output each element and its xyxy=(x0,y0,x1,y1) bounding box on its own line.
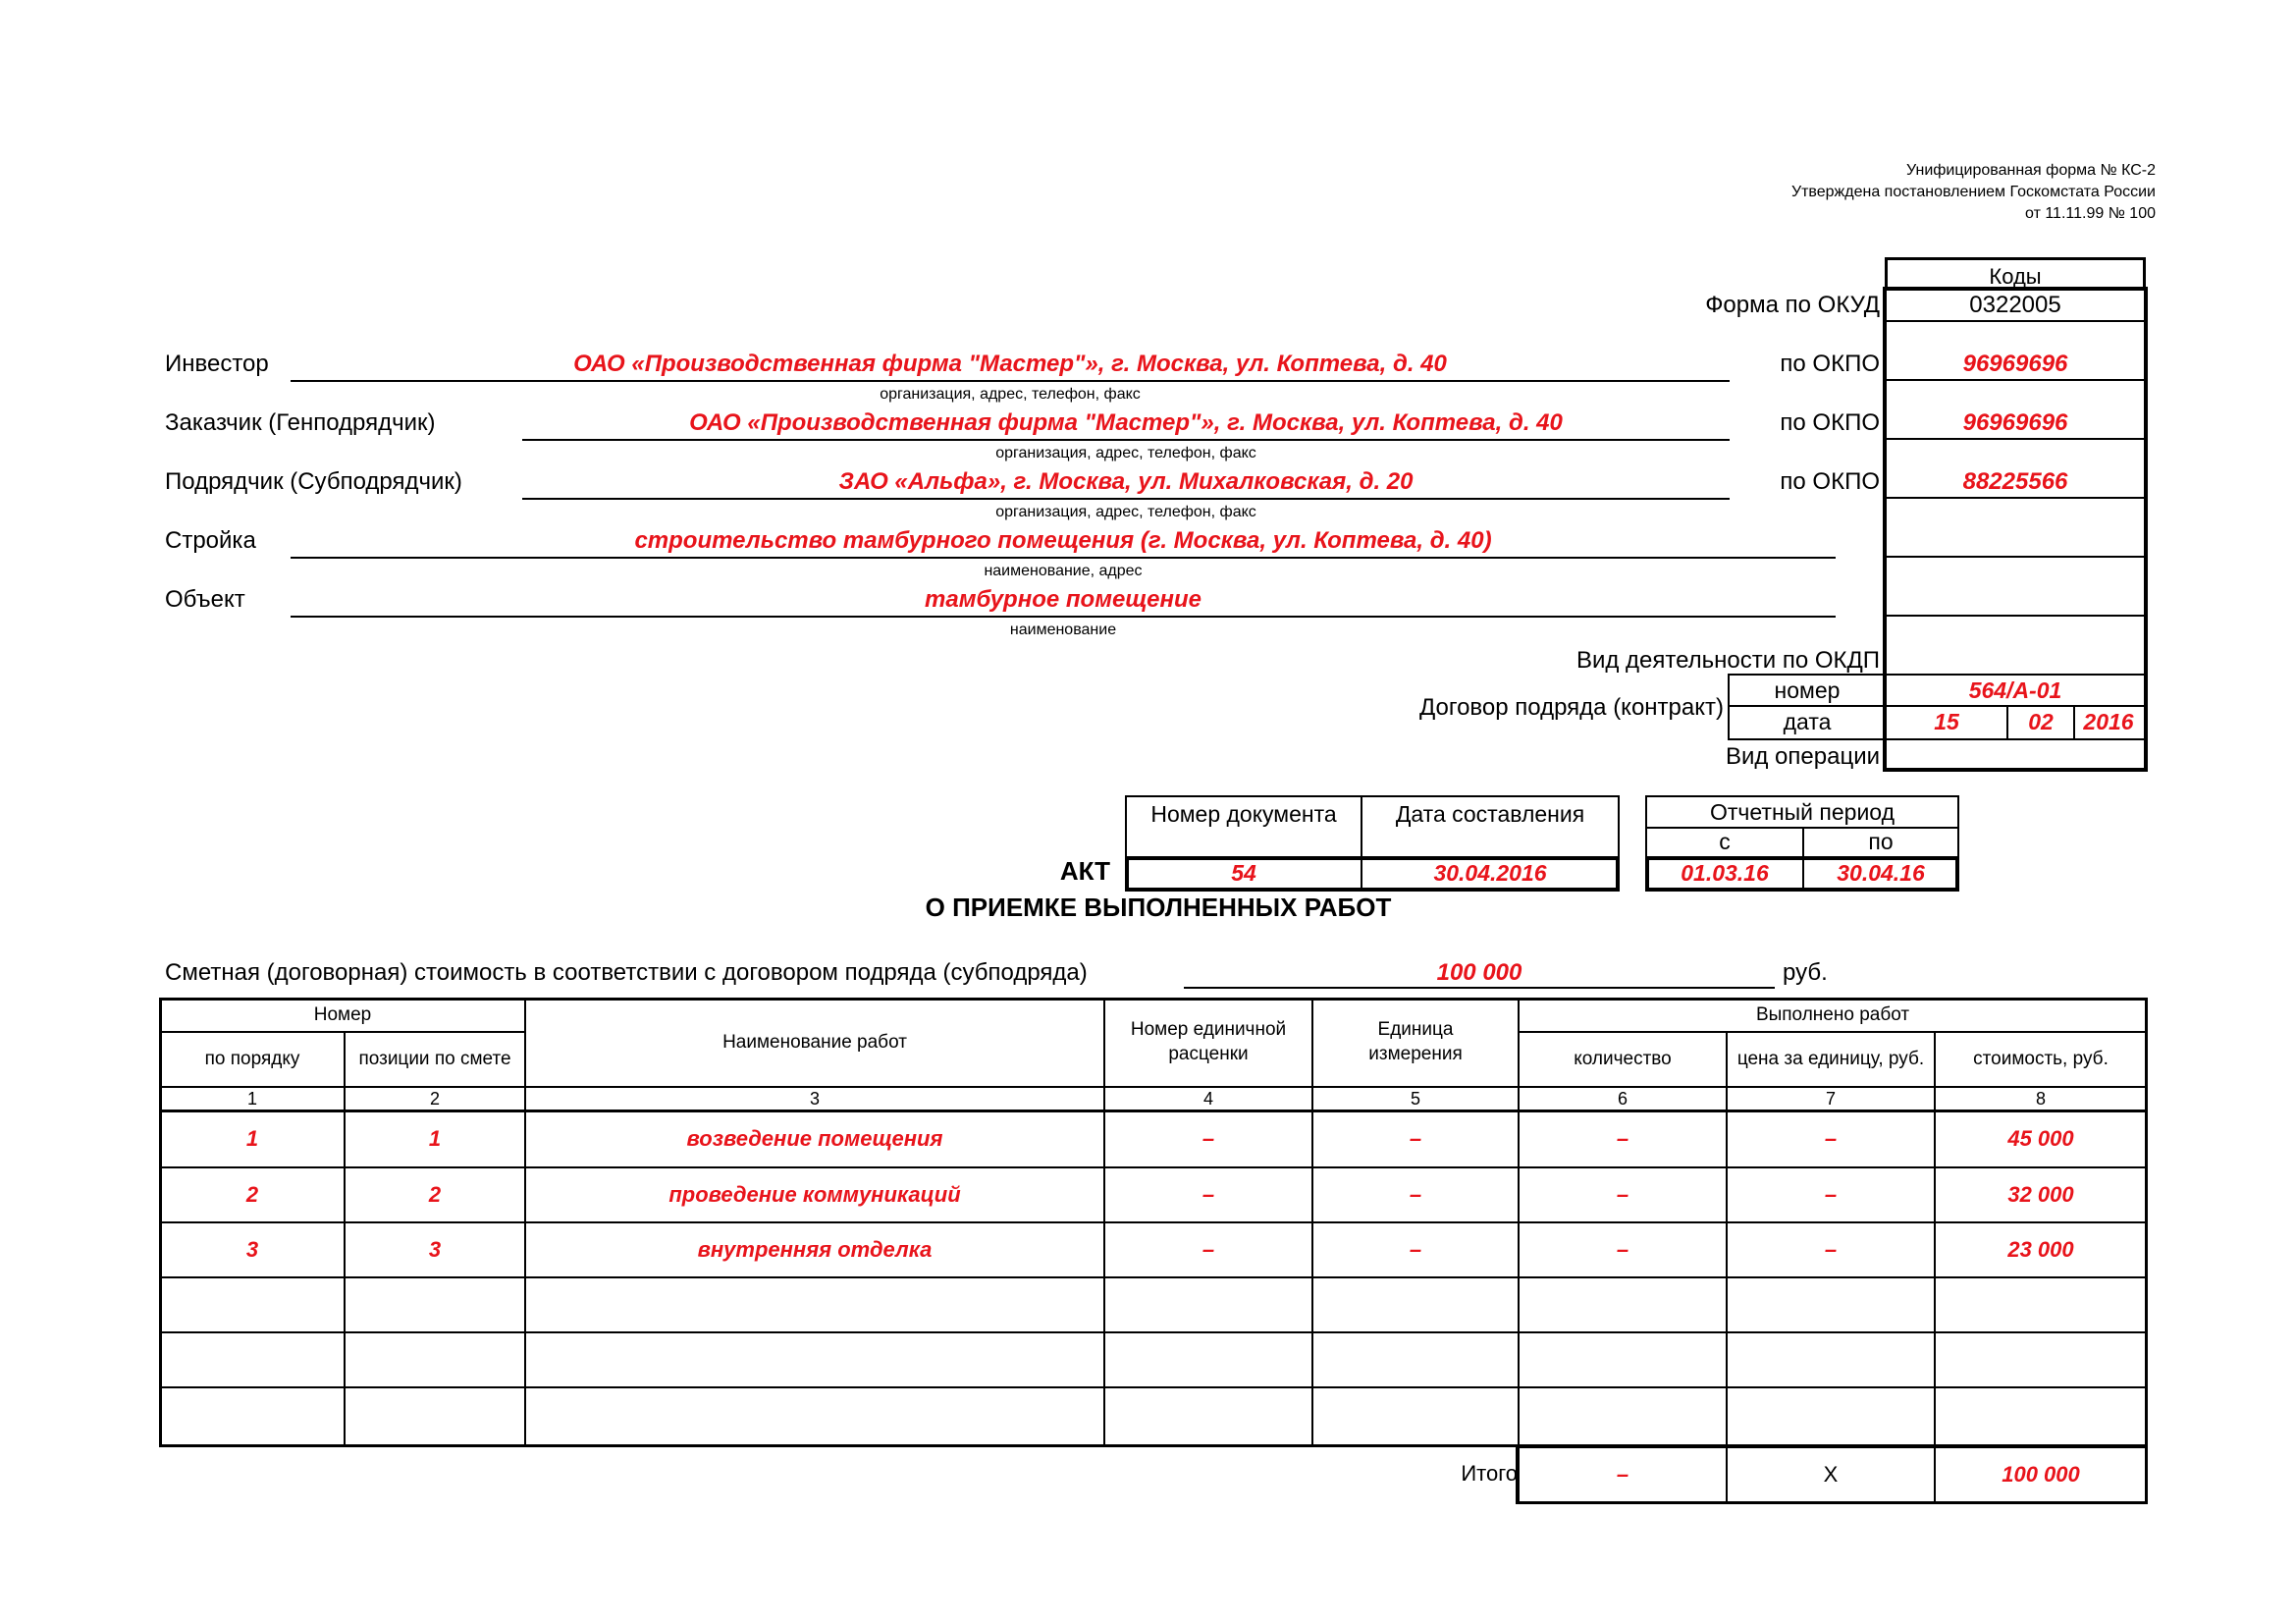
h-price: цена за единицу, руб. xyxy=(1736,1048,1925,1069)
row3-rate: – xyxy=(1201,1237,1215,1262)
contract-date-label: дата xyxy=(1783,709,1832,734)
act-subtitle: О ПРИЕМКЕ ВЫПОЛНЕННЫХ РАБОТ xyxy=(925,893,1392,922)
okpo-label-customer: по ОКПО xyxy=(1780,409,1880,436)
doc-number-value: 54 xyxy=(1231,860,1256,886)
col-number-4: 4 xyxy=(1202,1088,1213,1109)
object-value: тамбурное помещение xyxy=(925,586,1201,613)
row1-cost: 45 000 xyxy=(2007,1126,2074,1151)
period-from-label: с xyxy=(1719,829,1731,854)
cost-value: 100 000 xyxy=(1436,959,1522,986)
total-label: Итого xyxy=(1461,1461,1518,1486)
col-number-3: 3 xyxy=(809,1088,820,1109)
codes-title: Коды xyxy=(1989,264,2042,289)
row3-name: внутренняя отделка xyxy=(697,1237,933,1262)
row3-qty: – xyxy=(1616,1237,1629,1262)
object-hint: наименование xyxy=(1009,622,1117,638)
okpo-investor-value: 96969696 xyxy=(1962,351,2068,377)
contractor-value: ЗАО «Альфа», г. Москва, ул. Михалковская, д. 20 xyxy=(838,468,1414,495)
customer-underline xyxy=(522,439,1730,441)
row1-unit: – xyxy=(1409,1126,1422,1151)
row1-order: 1 xyxy=(245,1126,259,1151)
site-hint: наименование, адрес xyxy=(984,563,1143,579)
h-name: Наименование работ xyxy=(722,1032,907,1053)
row3-cost: 23 000 xyxy=(2007,1237,2074,1262)
row1-pos: 1 xyxy=(428,1126,442,1151)
row2-rate: – xyxy=(1201,1182,1215,1207)
col-number-1: 1 xyxy=(246,1088,257,1109)
row2-qty: – xyxy=(1616,1182,1629,1207)
okpo-customer-value: 96969696 xyxy=(1962,409,2068,436)
period-to-value: 30.04.16 xyxy=(1837,860,1925,886)
contract-label: Договор подряда (контракт) xyxy=(1418,694,1724,721)
period-label: Отчетный период xyxy=(1709,799,1896,825)
total-cost: 100 000 xyxy=(2002,1462,2080,1487)
row3-price: – xyxy=(1824,1237,1838,1262)
h-position: позиции по смете xyxy=(358,1048,511,1069)
h-number: Номер xyxy=(313,1004,372,1025)
codes-title-cell xyxy=(1885,257,2146,291)
investor-underline xyxy=(291,380,1730,382)
h-qty: количество xyxy=(1574,1049,1672,1069)
doc-date-value: 30.04.2016 xyxy=(1433,860,1547,886)
contract-number-label: номер xyxy=(1774,677,1841,703)
col-number-8: 8 xyxy=(2035,1088,2046,1109)
cost-unit: руб. xyxy=(1783,959,1828,986)
row2-name: проведение коммуникаций xyxy=(668,1182,961,1207)
customer-label: Заказчик (Генподрядчик) xyxy=(165,409,436,436)
row2-unit: – xyxy=(1409,1182,1422,1207)
h-unit: Единица измерения xyxy=(1368,1019,1463,1064)
okud-label: Форма по ОКУД xyxy=(1705,292,1880,318)
contract-date-day: 15 xyxy=(1934,709,1959,734)
contract-date-year: 2016 xyxy=(2083,709,2134,734)
col-number-5: 5 xyxy=(1410,1088,1420,1109)
row3-unit: – xyxy=(1409,1237,1422,1262)
form-header-line1: Унифицированная форма № КС-2 xyxy=(1906,162,2156,179)
site-underline xyxy=(291,557,1836,559)
object-underline xyxy=(291,616,1836,618)
contractor-label: Подрядчик (Субподрядчик) xyxy=(165,468,462,495)
row3-pos: 3 xyxy=(428,1237,442,1262)
col-number-2: 2 xyxy=(429,1088,440,1109)
customer-value: ОАО «Производственная фирма "Мастер"», г. Москва, ул. Коптева, д. 40 xyxy=(689,409,1563,436)
row1-price: – xyxy=(1824,1126,1838,1151)
operation-label: Вид операции xyxy=(1725,743,1880,770)
okdp-label: Вид деятельности по ОКДП xyxy=(1575,647,1880,674)
h-cost: стоимость, руб. xyxy=(1973,1049,2109,1069)
row1-name: возведение помещения xyxy=(686,1126,943,1151)
period-from-value: 01.03.16 xyxy=(1681,860,1769,886)
col-number-7: 7 xyxy=(1825,1088,1836,1109)
okpo-label-contractor: по ОКПО xyxy=(1780,468,1880,495)
act-title: АКТ xyxy=(1059,856,1110,886)
contract-date-month: 02 xyxy=(2028,709,2054,734)
investor-hint: организация, адрес, телефон, факс xyxy=(880,386,1141,403)
site-value: строительство тамбурного помещения (г. Москва, ул. Коптева, д. 40) xyxy=(634,527,1492,554)
doc-date-label: Дата составления xyxy=(1395,801,1585,827)
site-label: Стройка xyxy=(165,527,256,554)
row2-pos: 2 xyxy=(428,1182,442,1207)
customer-hint: организация, адрес, телефон, факс xyxy=(995,445,1256,461)
doc-number-label: Номер документа xyxy=(1150,801,1337,827)
row1-qty: – xyxy=(1616,1126,1629,1151)
cost-underline xyxy=(1184,987,1775,989)
row2-cost: 32 000 xyxy=(2007,1182,2074,1207)
row2-price: – xyxy=(1824,1182,1838,1207)
row3-order: 3 xyxy=(245,1237,259,1262)
total-price: Х xyxy=(1823,1462,1839,1487)
okud-value: 0322005 xyxy=(1969,292,2061,318)
okpo-label-investor: по ОКПО xyxy=(1780,351,1880,377)
row2-order: 2 xyxy=(245,1182,259,1207)
col-number-6: 6 xyxy=(1617,1088,1628,1109)
contractor-hint: организация, адрес, телефон, факс xyxy=(995,504,1256,520)
object-label: Объект xyxy=(165,586,245,613)
investor-value: ОАО «Производственная фирма "Мастер"», г. Москва, ул. Коптева, д. 40 xyxy=(573,351,1447,377)
row1-rate: – xyxy=(1201,1126,1215,1151)
total-qty: – xyxy=(1616,1462,1629,1487)
contract-number-value: 564/А-01 xyxy=(1968,677,2062,703)
period-to-label: по xyxy=(1868,829,1894,854)
investor-label: Инвестор xyxy=(165,351,269,377)
cost-label: Сметная (договорная) стоимость в соответствии с договором подряда (субподряда) xyxy=(165,959,1088,986)
contractor-underline xyxy=(522,498,1730,500)
form-header-line2: Утверждена постановлением Госкомстата России xyxy=(1790,184,2156,200)
h-order: по порядку xyxy=(204,1049,300,1069)
h-done: Выполнено работ xyxy=(1755,1004,1910,1025)
form-header-line3: от 11.11.99 № 100 xyxy=(2025,205,2156,222)
h-rate: Номер единичной расценки xyxy=(1130,1019,1287,1064)
okpo-contractor-value: 88225566 xyxy=(1962,468,2068,495)
